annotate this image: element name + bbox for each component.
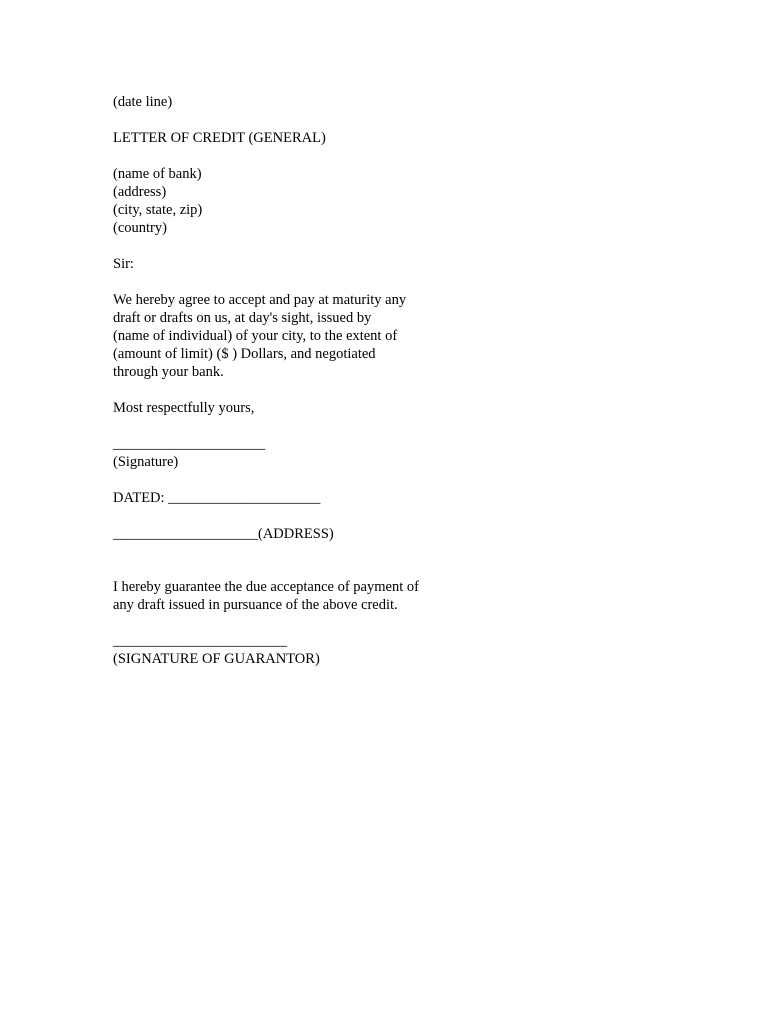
body-line: (name of individual) of your city, to the extent of <box>113 328 398 344</box>
signature-line: _____________________ <box>113 436 266 452</box>
bank-address: (address) <box>113 184 167 200</box>
date-line: (date line) <box>113 94 173 110</box>
guarantee-line: any draft issued in pursuance of the above credit. <box>113 597 398 613</box>
body-line: (amount of limit) ($ ) Dollars, and negotiated <box>113 346 376 362</box>
bank-country: (country) <box>113 220 167 236</box>
guarantee-line: I hereby guarantee the due acceptance of payment of <box>113 579 419 595</box>
letter-body <box>113 93 673 668</box>
body-line: We hereby agree to accept and pay at maturity any <box>113 292 407 308</box>
guarantor-signature-line: ________________________ <box>113 633 287 649</box>
bank-city-state-zip: (city, state, zip) <box>113 202 203 218</box>
guarantor-label: (SIGNATURE OF GUARANTOR) <box>113 651 320 667</box>
closing: Most respectfully yours, <box>113 400 255 416</box>
salutation: Sir: <box>113 256 134 272</box>
body-line: draft or drafts on us, at day's sight, issued by <box>113 310 372 326</box>
dated-line: DATED: _____________________ <box>113 490 321 506</box>
address-line: ____________________(ADDRESS) <box>113 526 334 542</box>
signature-label: (Signature) <box>113 454 179 470</box>
body-line: through your bank. <box>113 364 224 380</box>
letter-title: LETTER OF CREDIT (GENERAL) <box>113 130 326 146</box>
bank-name: (name of bank) <box>113 166 202 182</box>
